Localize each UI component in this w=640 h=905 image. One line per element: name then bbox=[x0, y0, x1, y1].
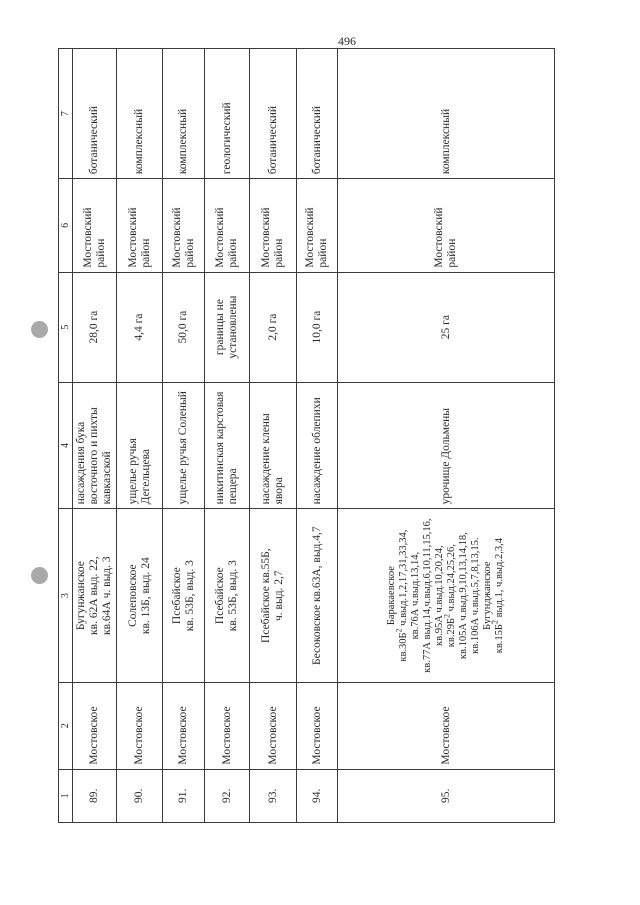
area-cell: 2,0 га bbox=[250, 272, 297, 382]
location-cell bbox=[117, 509, 163, 682]
location-line: $кв.15Б^2$ выд.1, ч.выд.2,3,4 bbox=[490, 538, 506, 654]
profile-cell: комплексный bbox=[163, 49, 205, 179]
header-cell: 5 bbox=[59, 272, 73, 382]
location-line: кв. 53Б, выд. 3 bbox=[183, 560, 196, 632]
location-line: кв. 53Б, выд. 3 bbox=[227, 560, 239, 632]
region-cell: Мостовский район bbox=[117, 179, 163, 272]
table-header-row bbox=[59, 49, 73, 823]
punch-hole bbox=[31, 567, 48, 584]
nature-monuments-table bbox=[58, 48, 555, 823]
rotated-table-container bbox=[58, 48, 522, 823]
location-line: Псебайское bbox=[170, 567, 183, 625]
area-cell: 50,0 га bbox=[163, 272, 205, 382]
region-cell: Мостовский район bbox=[73, 179, 117, 272]
row-number: 91. bbox=[163, 769, 205, 822]
area-cell: 10,0 га bbox=[297, 272, 338, 382]
description-cell: ущелье ручья Дегельцева bbox=[117, 382, 163, 509]
area-cell: 28,0 га bbox=[73, 272, 117, 382]
profile-cell: комплексный bbox=[117, 49, 163, 179]
location-cell bbox=[250, 509, 297, 682]
row-number: 94. bbox=[297, 769, 338, 822]
location-line: Псебайское bbox=[214, 567, 227, 625]
location-cell bbox=[205, 509, 250, 682]
district-cell: Мостовское bbox=[163, 682, 205, 769]
location-line: Псебайское кв.55Б, bbox=[260, 548, 273, 643]
region-cell: Мостовский район bbox=[250, 179, 297, 272]
table-row bbox=[73, 49, 117, 823]
location-line: кв. 62А выд. 22, bbox=[88, 556, 101, 635]
location-line: Бугунджанское bbox=[482, 561, 494, 630]
location-line: Баракаевское bbox=[385, 566, 397, 626]
description-cell: никитинская карстовая пещера bbox=[205, 382, 250, 509]
region-cell: Мостовский район bbox=[297, 179, 338, 272]
page-number: 496 bbox=[338, 34, 356, 48]
location-line: кв.105А ч.выд.9,10,13,14,18, bbox=[458, 532, 470, 660]
location-line: ч. выд. 2,7 bbox=[273, 570, 285, 621]
description-cell: насаждение облепихи bbox=[297, 382, 338, 509]
row-number: 90. bbox=[117, 769, 163, 822]
location-line: $кв.29Б^2$ ч.выд.24,25,26, bbox=[442, 544, 457, 648]
header-cell: 4 bbox=[59, 382, 73, 509]
table-row bbox=[205, 49, 250, 823]
location-cell bbox=[73, 509, 117, 682]
row-number: 93. bbox=[250, 769, 297, 822]
location-line: кв.76А ч.выд.13,14, bbox=[409, 551, 421, 640]
profile-cell: ботанический bbox=[250, 49, 297, 179]
location-line: кв.106А ч.выд.5,7,8,13,15. bbox=[470, 537, 482, 654]
location-line: кв.77А выд.14,ч.выд.6,10,11,15,16, bbox=[421, 518, 433, 673]
district-cell: Мостовское bbox=[73, 682, 117, 769]
area-cell: 25 га bbox=[338, 272, 555, 382]
region-cell: Мостовский район bbox=[163, 179, 205, 272]
profile-cell: ботанический bbox=[297, 49, 338, 179]
table-row bbox=[163, 49, 205, 823]
region-cell: Мостовский район bbox=[205, 179, 250, 272]
description-cell: насаждение клены явора bbox=[250, 382, 297, 509]
location-line: Бугунжанское bbox=[75, 561, 88, 631]
location-line: кв.95А ч.выд.10,20,24, bbox=[433, 545, 445, 646]
header-cell: 7 bbox=[59, 49, 73, 179]
profile-cell: ботанический bbox=[73, 49, 117, 179]
row-number: 92. bbox=[205, 769, 250, 822]
district-cell: Мостовское bbox=[338, 682, 555, 769]
profile-cell: комплексный bbox=[338, 49, 555, 179]
header-cell: 3 bbox=[59, 509, 73, 682]
location-line: Солеповское bbox=[126, 564, 139, 627]
header-cell: 6 bbox=[59, 179, 73, 272]
table-row bbox=[117, 49, 163, 823]
district-cell: Мостовское bbox=[205, 682, 250, 769]
region-cell: Мостовский район bbox=[338, 179, 555, 272]
area-cell: границы не установлены bbox=[205, 272, 250, 382]
district-cell: Мостовское bbox=[117, 682, 163, 769]
location-line: $кв.30Б^2$ ч.выд.1,2,17,31,33,34, bbox=[394, 529, 409, 662]
profile-cell: геологический bbox=[205, 49, 250, 179]
location-line: Бесоковское кв.63А, выд.4,7 bbox=[310, 526, 323, 665]
table-row bbox=[297, 49, 338, 823]
header-cell: 2 bbox=[59, 682, 73, 769]
location-line: кв.64А ч. выд. 3 bbox=[100, 556, 113, 635]
punch-hole bbox=[31, 321, 48, 338]
location-cell bbox=[163, 509, 205, 682]
area-cell: 4,4 га bbox=[117, 272, 163, 382]
row-number: 95. bbox=[338, 769, 555, 822]
description-cell: ущелье ручья Соленый bbox=[163, 382, 205, 509]
location-line: кв. 13Б, выд. 24 bbox=[139, 557, 152, 635]
location-cell bbox=[338, 509, 555, 682]
table-row bbox=[338, 49, 555, 823]
row-number: 89. bbox=[73, 769, 117, 822]
district-cell: Мостовское bbox=[297, 682, 338, 769]
description-cell: урочище Дольмены bbox=[338, 382, 555, 509]
table-row bbox=[250, 49, 297, 823]
location-cell bbox=[297, 509, 338, 682]
district-cell: Мостовское bbox=[250, 682, 297, 769]
description-cell: насаждения бука восточного и пихты кавказской bbox=[73, 382, 117, 509]
header-cell: 1 bbox=[59, 769, 73, 822]
